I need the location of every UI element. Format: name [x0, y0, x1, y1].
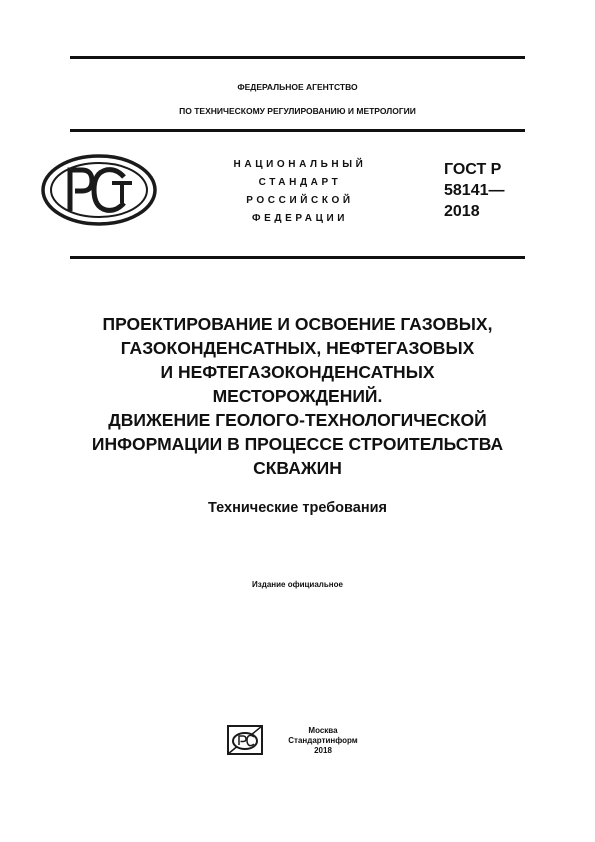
title-line: МЕСТОРОЖДЕНИЙ. [212, 386, 383, 406]
national-standard-line: НАЦИОНАЛЬНЫЙ [233, 159, 367, 170]
agency-line-1: ФЕДЕРАЛЬНОЕ АГЕНТСТВО [237, 82, 358, 92]
gost-prefix: ГОСТ Р [444, 161, 502, 178]
title-line: ПРОЕКТИРОВАНИЕ И ОСВОЕНИЕ ГАЗОВЫХ, [102, 314, 493, 334]
title-line: ГАЗОКОНДЕНСАТНЫХ, НЕФТЕГАЗОВЫХ [120, 338, 475, 358]
document-title [40, 312, 555, 480]
agency-rule [70, 129, 525, 132]
title-line: ДВИЖЕНИЕ ГЕОЛОГО-ТЕХНОЛОГИЧЕСКОЙ [108, 410, 487, 430]
publisher-imprint [278, 726, 368, 756]
title-line: СКВАЖИН [253, 458, 342, 478]
gost-number [444, 159, 505, 222]
gost-year: 2018 [444, 203, 480, 220]
national-standard-line: ФЕДЕРАЦИИ [251, 213, 349, 224]
edition-note: Издание официальное [252, 580, 343, 589]
national-standard-line: РОССИЙСКОЙ [246, 195, 354, 206]
title-line: И НЕФТЕГАЗОКОНДЕНСАТНЫХ [160, 362, 435, 382]
top-rule [70, 56, 525, 59]
national-standard-line: СТАНДАРТ [258, 177, 342, 188]
pct-logo-icon [40, 153, 158, 227]
standartinform-icon [227, 725, 263, 755]
header-bottom-rule [70, 256, 525, 259]
title-line: ИНФОРМАЦИИ В ПРОЦЕССЕ СТРОИТЕЛЬСТВА [91, 434, 504, 454]
national-standard-block [210, 156, 390, 228]
agency-line-2: ПО ТЕХНИЧЕСКОМУ РЕГУЛИРОВАНИЮ И МЕТРОЛОГИИ [179, 106, 416, 116]
publisher-year: 2018 [314, 746, 332, 755]
gost-code: 58141— [444, 182, 505, 199]
publisher-name: Стандартинформ [288, 736, 358, 745]
document-subtitle: Технические требования [208, 500, 387, 516]
publisher-city: Москва [308, 726, 338, 735]
